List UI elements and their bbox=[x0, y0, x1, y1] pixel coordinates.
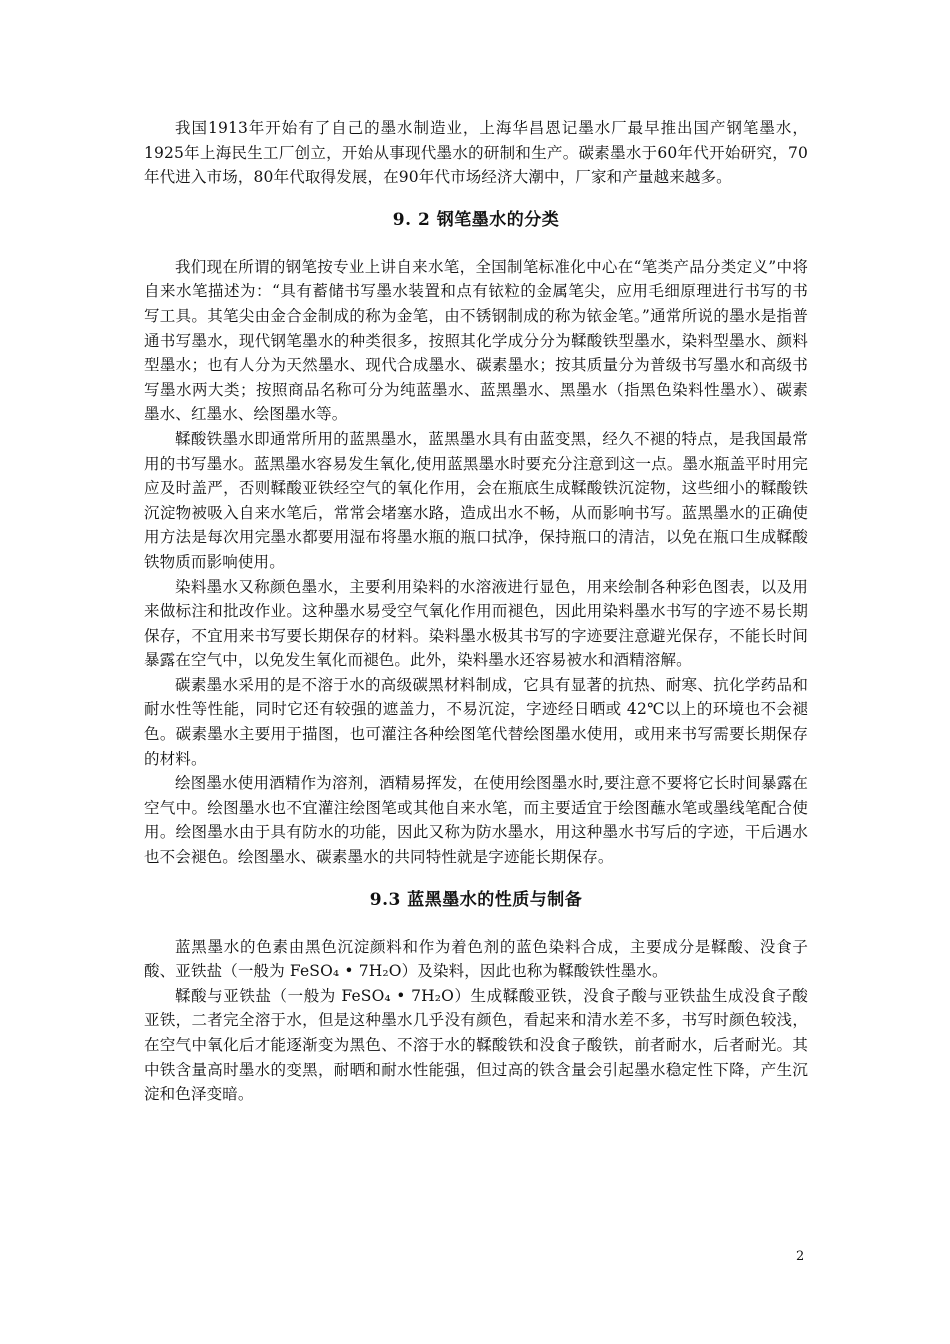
document-body bbox=[144, 116, 808, 1107]
section-heading-9-2: 9. 2 钢笔墨水的分类 bbox=[392, 209, 560, 230]
paragraph-blue-black-reaction: 鞣酸与亚铁盐（一般为 FeSO₄ • 7H₂O）生成鞣酸亚铁，没食子酸与亚铁盐生成没食子酸亚铁，二者完全溶于水，但是这种墨水几乎没有颜色，看起来和清水差不多，书写时颜色较浅，在空气中氧化后才能逐渐变为黑色、不溶于水的鞣酸铁和没食子酸铁，前者耐水，后者耐光。其中铁含量高时墨水的变黑，耐晒和耐水性能强，但过高的铁含量会引起墨水稳定性下降，产生沉淀和色泽变暗。 bbox=[144, 986, 808, 1104]
intro-paragraph: 我国1913年开始有了自己的墨水制造业，上海华昌恩记墨水厂最早推出国产钢笔墨水，1925年上海民生工厂创立，开始从事现代墨水的研制和生产。碳素墨水于60年代开始研究，70年代进入市场，80年代取得发展，在90年代市场经济大潮中，厂家和产量越来越多。 bbox=[144, 119, 808, 187]
paragraph-dye-ink: 染料墨水又称颜色墨水，主要利用染料的水溶液进行显色，用来绘制各种彩色图表，以及用来做标注和批改作业。这种墨水易受空气氧化作用而褪色，因此用染料墨水书写的字迹不易长期保存，不宜用来书写要长期保存的材料。染料墨水极其书写的字迹要注意避光保存，不能长时间暴露在空气中，以免发生氧化而褪色。此外，染料墨水还容易被水和酒精溶解。 bbox=[144, 577, 808, 670]
paragraph-carbon-ink: 碳素墨水采用的是不溶于水的高级碳黑材料制成，它具有显著的抗热、耐寒、抗化学药品和耐水性等性能，同时它还有较强的遮盖力，不易沉淀，字迹经日晒或 42℃以上的环境也不会褪色。碳素墨水主要用于描图，也可灌注各种绘图笔代替绘图墨水使用，或用来书写需要长期保存的材料。 bbox=[144, 675, 808, 768]
paragraph-pen-classification: 我们现在所谓的钢笔按专业上讲自来水笔，全国制笔标准化中心在“笔类产品分类定义”中将自来水笔描述为：“具有蓄储书写墨水装置和点有铱粒的金属笔尖，应用毛细原理进行书写的书写工具。其笔尖由金合金制成的称为金笔，由不锈钢制成的称为铱金笔。”通常所说的墨水是指普通书写墨水，现代钢笔墨水的种类很多，按照其化学成分分为鞣酸铁型墨水，染料型墨水、颜料型墨水；也有人分为天然墨水、现代合成墨水、碳素墨水；按其质量分为普级书写墨水和高级书写墨水两大类；按照商品名称可分为纯蓝墨水、蓝黑墨水、黑墨水（指黑色染料性墨水）、碳素墨水、红墨水、绘图墨水等。 bbox=[144, 257, 808, 424]
paragraph-drawing-ink: 绘图墨水使用酒精作为溶剂，酒精易挥发，在使用绘图墨水时,要注意不要将它长时间暴露在空气中。绘图墨水也不宜灌注绘图笔或其他自来水笔，而主要适宜于绘图蘸水笔或墨线笔配合使用。绘图墨水由于具有防水的功能，因此又称为防水墨水，用这种墨水书写后的字迹，干后遇水也不会褪色。绘图墨水、碳素墨水的共同特性就是字迹能长期保存。 bbox=[144, 774, 808, 867]
paragraph-tannic-iron-ink: 鞣酸铁墨水即通常所用的蓝黑墨水，蓝黑墨水具有由蓝变黑，经久不褪的特点，是我国最常用的书写墨水。蓝黑墨水容易发生氧化,使用蓝黑墨水时要充分注意到这一点。墨水瓶盖平时用完应及时盖严，否则鞣酸亚铁经空气的氧化作用，会在瓶底生成鞣酸铁沉淀物，这些细小的鞣酸铁沉淀物被吸入自来水笔后，常常会堵塞水路，造成出水不畅，从而影响书写。蓝黑墨水的正确使用方法是每次用完墨水都要用湿布将墨水瓶的瓶口拭净，保持瓶口的清洁，以免在瓶口生成鞣酸铁物质而影响使用。 bbox=[144, 429, 808, 571]
page-number: 2 bbox=[796, 1249, 805, 1264]
section-heading-9-3: 9.3 蓝黑墨水的性质与制备 bbox=[369, 889, 583, 910]
paragraph-blue-black-composition: 蓝黑墨水的色素由黑色沉淀颜料和作为着色剂的蓝色染料合成，主要成分是鞣酸、没食子酸、亚铁盐（一般为 FeSO₄ • 7H₂O）及染料，因此也称为鞣酸铁性墨水。 bbox=[144, 937, 808, 981]
